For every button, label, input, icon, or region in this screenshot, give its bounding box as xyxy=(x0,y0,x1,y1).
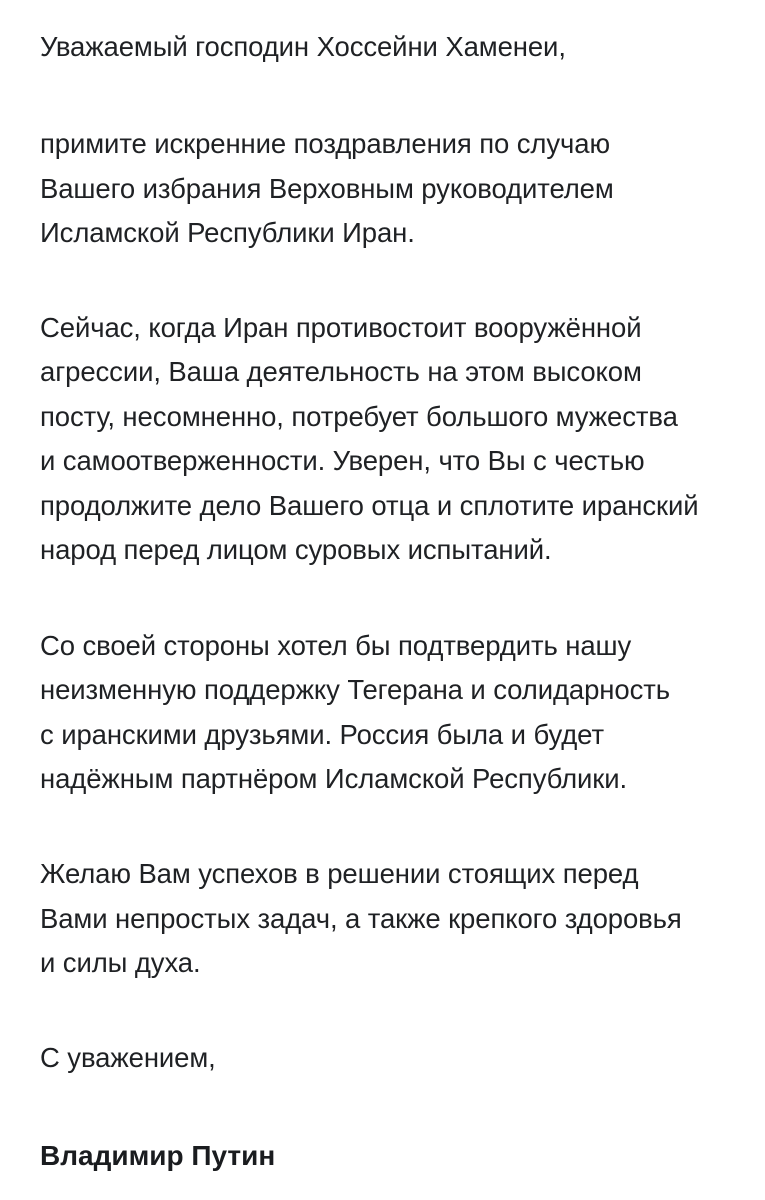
paragraph-line: продолжите дело Вашего отца и сплотите иранский xyxy=(40,490,699,521)
closing: С уважением, xyxy=(40,1042,216,1073)
paragraph-line: народ перед лицом суровых испытаний. xyxy=(40,534,552,565)
paragraph-line: Желаю Вам успехов в решении стоящих перед xyxy=(40,858,639,889)
salutation: Уважаемый господин Хоссейни Хаменеи, xyxy=(40,31,566,62)
paragraph-line: примите искренние поздравления по случаю xyxy=(40,128,610,159)
paragraph-line: агрессии, Ваша деятельность на этом высоком xyxy=(40,356,642,387)
paragraph-line: и самоотверженности. Уверен, что Вы с честью xyxy=(40,445,645,476)
signature: Владимир Путин xyxy=(40,1140,276,1171)
paragraph-line: надёжным партнёром Исламской Республики. xyxy=(40,763,628,794)
paragraph-line: неизменную поддержку Тегерана и солидарность xyxy=(40,674,670,705)
paragraph-line: Сейчас, когда Иран противостоит вооружённой xyxy=(40,312,642,343)
paragraph-line: с иранскими друзьями. Россия была и будет xyxy=(40,719,604,750)
paragraph-line: и силы духа. xyxy=(40,947,201,978)
paragraph-line: Исламской Республики Иран. xyxy=(40,217,415,248)
paragraph-line: Вами непростых задач, а также крепкого здоровья xyxy=(40,903,682,934)
paragraph-line: Вашего избрания Верховным руководителем xyxy=(40,173,614,204)
paragraph-line: Со своей стороны хотел бы подтвердить нашу xyxy=(40,630,632,661)
paragraph-line: посту, несомненно, потребует большого мужества xyxy=(40,401,678,432)
